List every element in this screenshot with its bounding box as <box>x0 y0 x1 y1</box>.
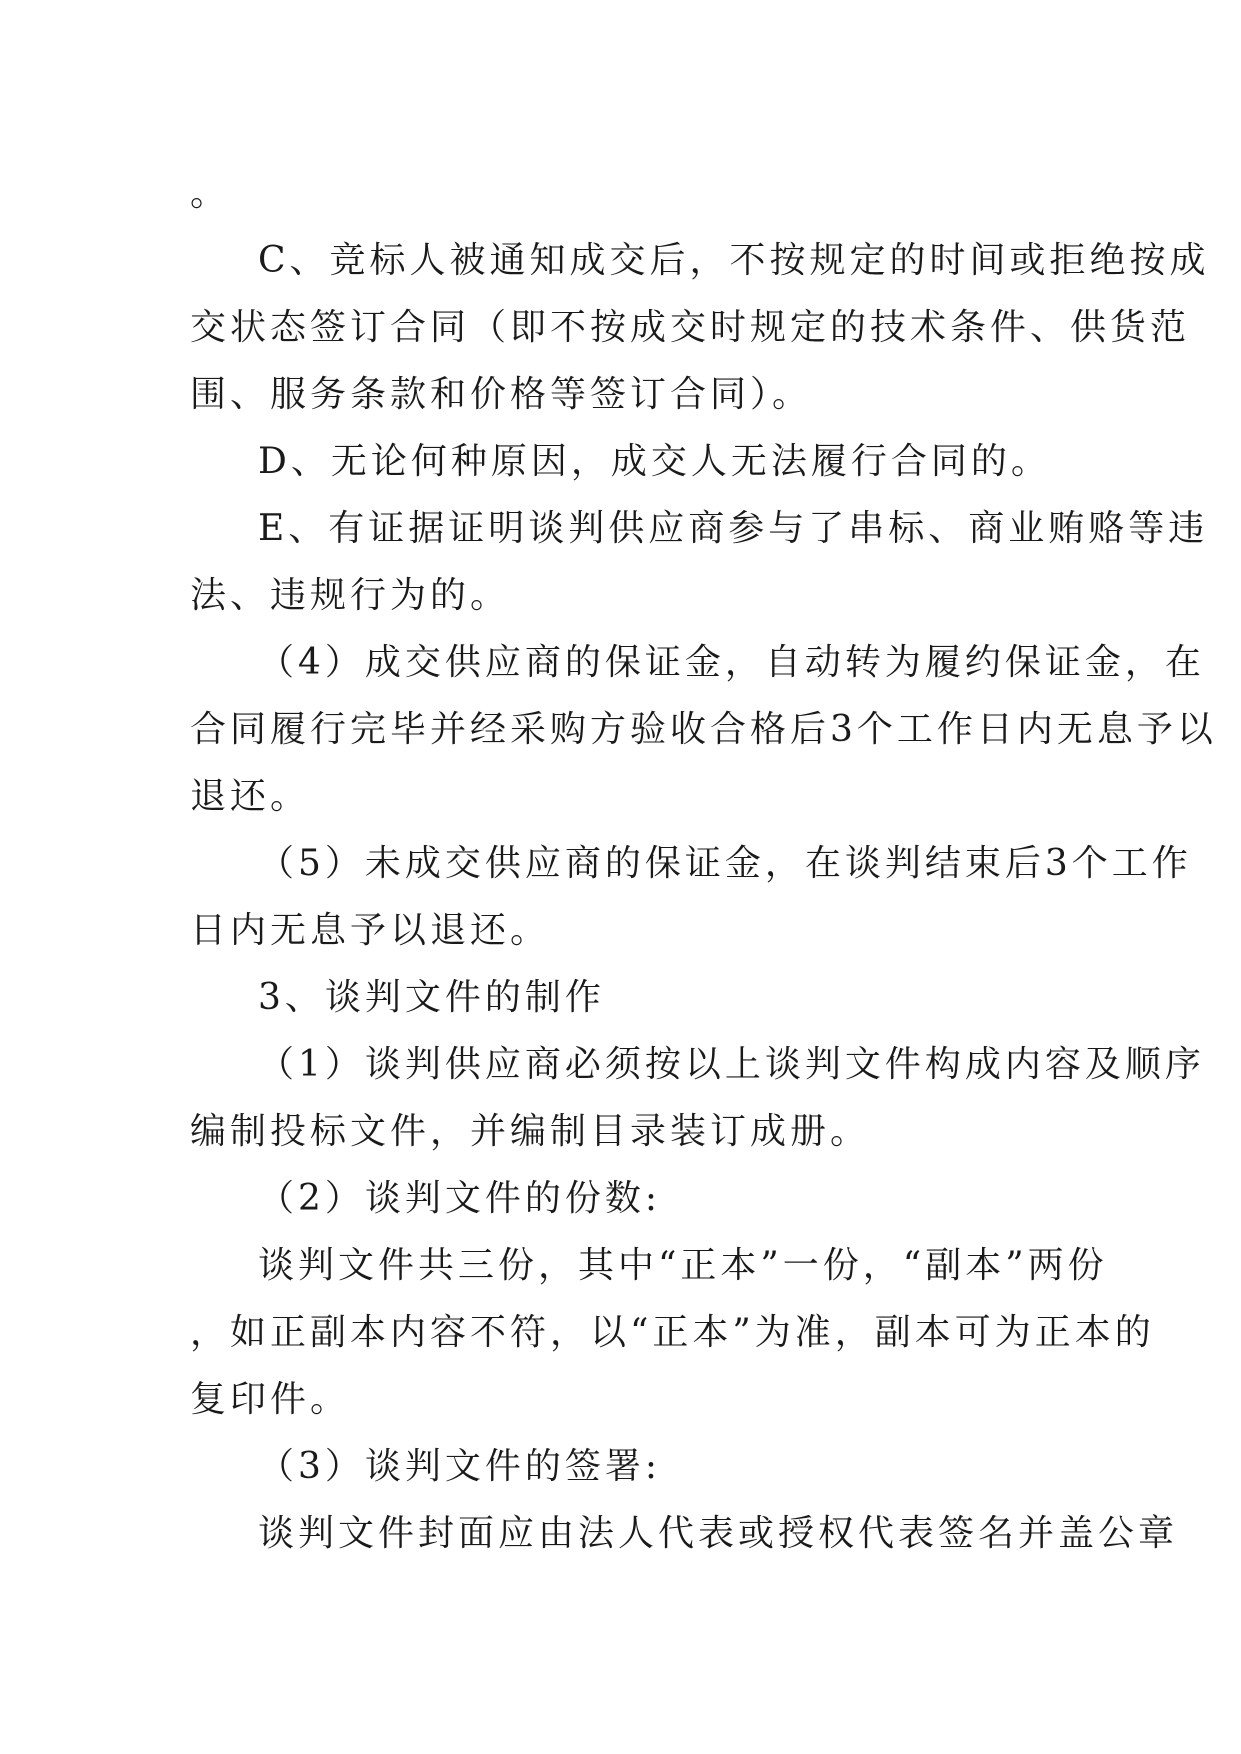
text-line: 编制投标文件，并编制目录装订成册。 <box>190 1111 871 1152</box>
text-line: 法、违规行为的。 <box>190 575 511 616</box>
text-line-item-5: （5）未成交供应商的保证金，在谈判结束后3个工作 <box>258 843 1192 884</box>
text-line-item-c: C、竞标人被通知成交后，不按规定的时间或拒绝按成 <box>258 240 1210 281</box>
text-line: 合同履行完毕并经采购方验收合格后3个工作日内无息予以 <box>190 709 1217 750</box>
text-line: 退还。 <box>190 776 311 817</box>
section-heading-3: 3、谈判文件的制作 <box>258 977 605 1018</box>
text-line-continuation: 。 <box>190 173 231 214</box>
text-line-item-2: （2）谈判文件的份数: <box>258 1178 662 1219</box>
text-line: 围、服务条款和价格等签订合同）。 <box>190 374 813 415</box>
text-line: ，如正副本内容不符，以“正本”为准，副本可为正本的 <box>190 1312 1155 1353</box>
text-line: 日内无息予以退还。 <box>190 910 551 951</box>
text-line: 交状态签订合同（即不按成交时规定的技术条件、供货范 <box>190 307 1191 348</box>
text-line: 谈判文件共三份，其中“正本”一份，“副本”两份 <box>258 1245 1108 1286</box>
text-line-item-d: D、无论何种原因，成交人无法履行合同的。 <box>258 441 1051 482</box>
text-line-item-e: E、有证据证明谈判供应商参与了串标、商业贿赂等违 <box>258 508 1209 549</box>
text-line: 谈判文件封面应由法人代表或授权代表签名并盖公章 <box>258 1513 1179 1554</box>
text-line-item-1: （1）谈判供应商必须按以上谈判文件构成内容及顺序 <box>258 1044 1205 1085</box>
text-line-item-3: （3）谈判文件的签署: <box>258 1446 662 1487</box>
text-line: 复印件。 <box>190 1379 351 1420</box>
text-line-item-4: （4）成交供应商的保证金，自动转为履约保证金，在 <box>258 642 1205 683</box>
